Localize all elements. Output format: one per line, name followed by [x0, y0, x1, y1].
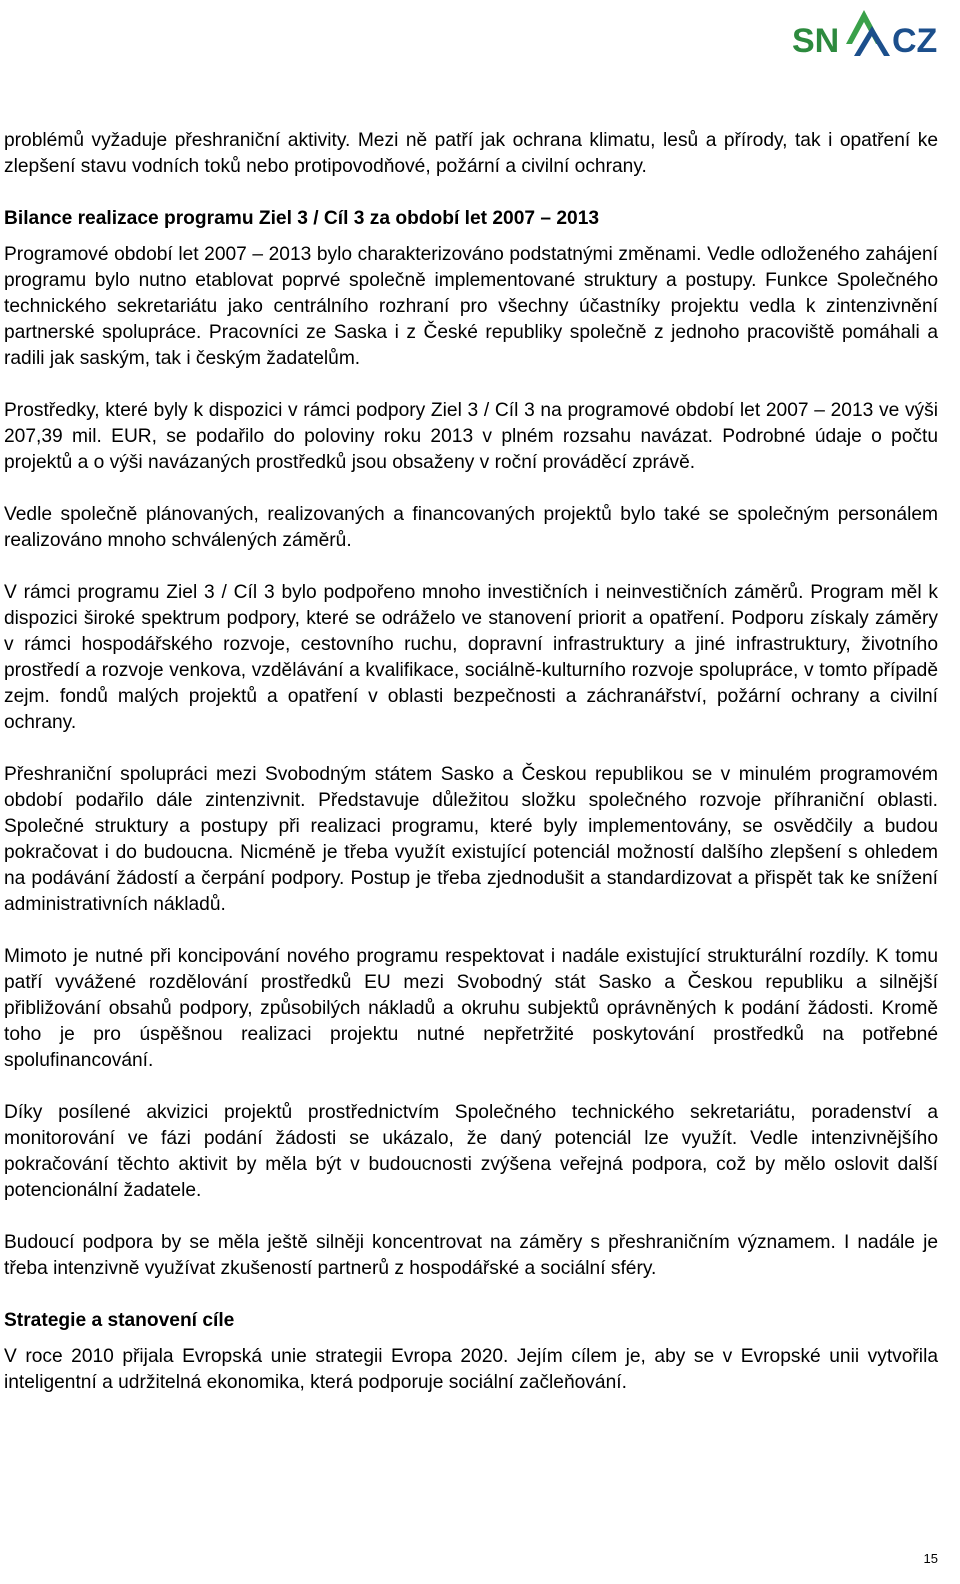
- document-body: [4, 128, 938, 1422]
- paragraph-intro: problémů vyžaduje přeshraniční aktivity. Mezi ně patří jak ochrana klimatu, lesů a přírody, tak i opatření ke zlepšení stavu vodních toků nebo protipovodňové, požární a civilní ochrany.: [4, 130, 938, 177]
- paragraph-diky: Díky posílené akvizici projektů prostřednictvím Společného technického sekretariátu, poradenství a monitorování ve fázi podání žádosti se ukázalo, že daný potenciál lze využít. Vedle intenzivnějšího pokračování těchto aktivit by měla být v budoucnosti zvýšena veřejná podpora, což by mělo oslovit další potencionální žadatele.: [4, 1102, 938, 1201]
- paragraph-v-ramci: V rámci programu Ziel 3 / Cíl 3 bylo podpořeno mnoho investičních i neinvestičních záměrů. Program měl k dispozici široké spektrum podpory, které se odráželo ve stanovení priorit a opatření. Podporu získaly záměry v rámci hospodářského rozvoje, cestovního ruchu, dopravní infrastruktury a jiné infrastruktury, životního prostředí a rozvoje venkova, vzdělávání a kvalifikace, sociálně-kulturního rozvoje spolupráce, v tomto případě zejm. fondů malých projektů a opatření v oblasti bezpečnosti a záchranářství, požární ochrany a civilní ochrany.: [4, 582, 938, 733]
- paragraph-programove-obdobi: Programové období let 2007 – 2013 bylo charakterizováno podstatnými změnami. Vedle odloženého zahájení programu bylo nutno etablovat poprvé společně implementované struktury a postupy. Funkce Společného technického sekretariátu jako centrálního rozhraní pro všechny účastníky projektu vedla k zintenzivnění partnerské spolupráce. Pracovníci ze Saska i z České republiky společně z jednoho pracoviště pomáhali a radili jak saským, tak i českým žadatelům.: [4, 244, 938, 369]
- logo-cz-text: CZ: [892, 22, 938, 60]
- page-number: 15: [923, 1551, 938, 1566]
- logo-sn-text: SN: [792, 22, 840, 60]
- paragraph-vedle: Vedle společně plánovaných, realizovaných a financovaných projektů bylo také se společným personálem realizováno mnoho schválených záměrů.: [4, 504, 938, 551]
- paragraph-spoluprace: Přeshraniční spolupráci mezi Svobodným státem Sasko a Českou republikou se v minulém programovém období podařilo dále zintenzivnit. Představuje důležitou složku společného rozvoje příhraniční oblasti. Společné struktury a postupy při realizaci programu, které byly implementovány, se osvědčily a budou pokračovat i do budoucna. Nicméně je třeba využít existující potenciál možností dalšího zlepšení s ohledem na podávání žádostí a čerpání podpory. Postup je třeba zjednodušit a standardizovat a přispět tak ke snížení administrativních nákladů.: [4, 764, 938, 915]
- section-heading-strategie: Strategie a stanovení cíle: [4, 1310, 235, 1331]
- paragraph-evropa-2020: V roce 2010 přijala Evropská unie strategii Evropa 2020. Jejím cílem je, aby se v Evropské unii vytvořila inteligentní a udržitelná ekonomika, která podporuje sociální začleňování.: [4, 1346, 938, 1393]
- section-heading-bilance: Bilance realizace programu Ziel 3 / Cíl 3 za období let 2007 – 2013: [4, 208, 600, 229]
- paragraph-budouci: Budoucí podpora by se měla ještě silněji koncentrovat na záměry s přeshraničním významem. I nadále je třeba intenzivně využívat zkušeností partnerů z hospodářské a sociální sféry.: [4, 1232, 938, 1279]
- paragraph-mimoto: Mimoto je nutné při koncipování nového programu respektovat i nadále existující strukturální rozdíly. K tomu patří vyvážené rozdělování prostředků EU mezi Svobodný stát Sasko a Českou republiku a silnější přibližování obsahů podpory, způsobilých nákladů a okruhu subjektů oprávněných k podání žádosti. Kromě toho je pro úspěšnou realizaci projektu nutné nepřetržité poskytování prostředků na potřebné spolufinancování.: [4, 946, 938, 1071]
- paragraph-prostredky: Prostředky, které byly k dispozici v rámci podpory Ziel 3 / Cíl 3 na programové období let 2007 – 2013 ve výši 207,39 mil. EUR, se podařilo do poloviny roku 2013 v plném rozsahu navázat. Podrobné údaje o počtu projektů a o výši navázaných prostředků jsou obsaženy v roční prováděcí zprávě.: [4, 400, 938, 473]
- sn-cz-logo-icon: [792, 4, 952, 64]
- sn-cz-logo: [792, 4, 952, 64]
